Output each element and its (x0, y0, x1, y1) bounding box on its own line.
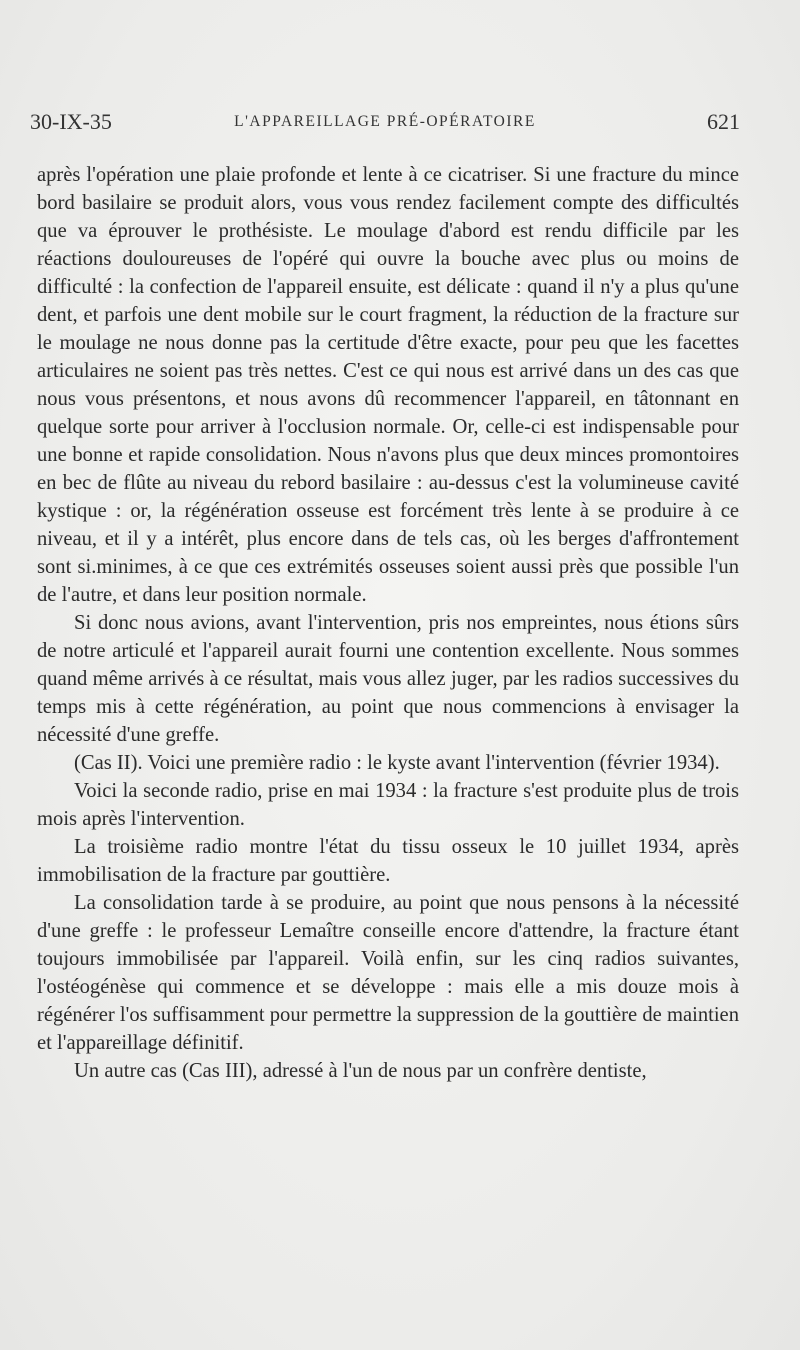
paragraph-3: (Cas II). Voici une première radio : le kyste avant l'intervention (février 1934). (74, 752, 720, 774)
header-date: 30-IX-35 (30, 109, 112, 134)
paragraph-1: après l'opération une plaie profonde et lente à ce cicatriser. Si une fracture du mince bord basilaire se produit alors, vous vous rendez facilement compte des difficultés que va éprouver le prothésiste. Le moulage d'abord est rendu difficile par les réactions douloureuses de l'opéré qui ouvre la bouche avec plus ou moins de difficulté : la confection de l'appareil ensuite, est délicate : quand il n'y a plus qu'une dent, et parfois une dent mobile sur le court fragment, la réduction de la fracture sur le moulage ne nous donne pas la certitude d'être exacte, pour peu que les facettes articulaires ne soient pas très nettes. C'est ce qui nous est arrivé dans un des cas que nous vous présentons, et nous avons dû recommencer l'appareil, en tâtonnant en quelque sorte pour arriver à l'occlusion normale. Or, celle-ci est indispensable pour une bonne et rapide consolidation. Nous n'avons plus que deux minces promontoires en bec de flûte au niveau du rebord basilaire : au-dessus c'est la volumineuse cavité kystique : or, la régénération osseuse est forcément très lente à se produire à ce niveau, et il y a intérêt, plus encore dans de tels cas, où les berges d'affrontement sont si.minimes, à ce que ces extrémités osseuses soient aussi près que possible l'un de l'autre, et dans leur position normale. (37, 164, 739, 606)
paragraph-2: Si donc nous avions, avant l'intervention, pris nos empreintes, nous étions sûrs de notre articulé et l'appareil aurait fourni une contention excellente. Nous sommes quand même arrivés à ce résultat, mais vous allez juger, par les radios successives du temps mis à cette régénération, au point que nous commencions à envisager la nécessité d'une greffe. (37, 612, 739, 746)
running-head (30, 109, 740, 141)
paragraph-5: La troisième radio montre l'état du tissu osseux le 10 juillet 1934, après immobilisation de la fracture par gouttière. (37, 836, 739, 886)
paragraph-6: La consolidation tarde à se produire, au point que nous pensons à la nécessité d'une greffe : le professeur Lemaître conseille encore d'attendre, la fracture étant toujours immobilisée par l'appareil. Voilà enfin, sur les cinq radios suivantes, l'ostéogénèse qui commence et se développe : mais elle a mis douze mois à régénérer l'os suffisamment pour permettre la suppression de la gouttière de maintien et l'appareillage définitif. (37, 892, 739, 1054)
paragraph-7: Un autre cas (Cas III), adressé à l'un de nous par un confrère dentiste, (74, 1060, 647, 1082)
paragraph-4: Voici la seconde radio, prise en mai 1934 : la fracture s'est produite plus de trois mois après l'intervention. (37, 780, 739, 830)
body-text (37, 161, 739, 1085)
chapter-title: L'APPAREILLAGE PRÉ-OPÉRATOIRE (234, 113, 536, 130)
page-number: 621 (707, 109, 740, 134)
